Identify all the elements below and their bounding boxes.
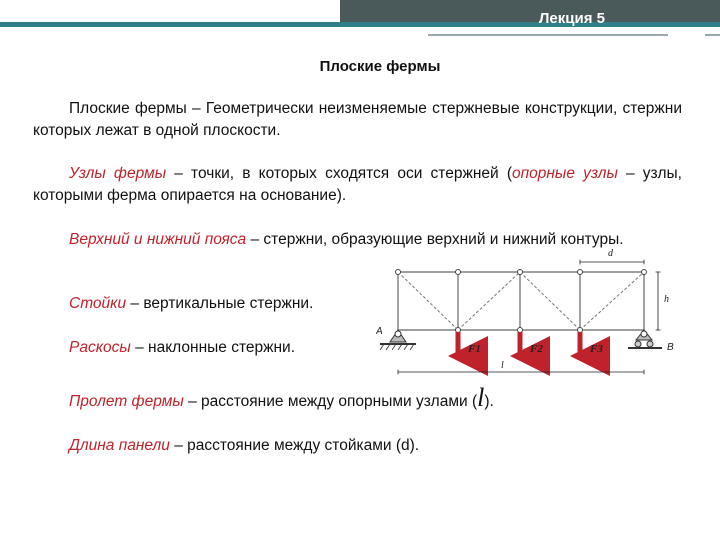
paragraph-span <box>33 383 682 413</box>
node-bottom-3 <box>518 328 523 333</box>
term-posts: Стойки <box>69 295 127 312</box>
dimension-l-label: l <box>501 360 504 371</box>
definition-text: – Геометрически неизменяемые стержневые конструкции, стержни которых лежат в одной плоскости. <box>33 100 683 139</box>
diagonals-text: – наклонные стержни. <box>130 339 296 356</box>
span-end: ). <box>484 393 494 410</box>
node-bottom-2 <box>456 328 461 333</box>
support-b-label: B <box>667 342 674 353</box>
paragraph-panel-length <box>33 435 682 457</box>
span-text: – расстояние между опорными узлами ( <box>183 393 478 410</box>
node-top-3 <box>518 270 523 275</box>
support-a-icon <box>380 330 416 350</box>
diagonal-4 <box>580 272 644 330</box>
term-truss-nodes: Узлы фермы <box>69 165 167 182</box>
chords-text: – стержни, образующие верхний и нижний контуры. <box>246 231 624 248</box>
nodes-text-a: – точки, в которых сходятся оси стержней ( <box>166 165 512 182</box>
term-chords: Верхний и нижний пояса <box>69 231 247 248</box>
header-dark-band <box>340 0 720 22</box>
force-label-3: F3 <box>590 343 603 355</box>
term-span: Пролет фермы <box>69 393 184 410</box>
paragraph-diagonals <box>33 337 373 359</box>
span-symbol: l <box>477 383 485 412</box>
header-rule-short <box>705 34 720 36</box>
header-rule <box>428 34 668 36</box>
force-label-1: F1 <box>468 343 481 355</box>
node-top-4 <box>578 270 583 275</box>
term-diagonals: Раскосы <box>69 339 131 356</box>
paragraph-definition <box>33 98 682 142</box>
support-b-icon <box>628 330 662 348</box>
header-bar <box>0 0 720 38</box>
node-top-1 <box>396 270 401 275</box>
truss-diagram <box>376 244 706 380</box>
support-a-label: A <box>376 326 383 337</box>
posts-text: – вертикальные стержни. <box>126 295 314 312</box>
paragraph-posts <box>33 293 373 315</box>
diagonal-1 <box>398 272 458 330</box>
term-panel-length: Длина панели <box>69 437 170 454</box>
term-support-nodes: опорные узлы <box>512 165 618 182</box>
node-top-5 <box>642 270 647 275</box>
slide-title: Плоские фермы <box>319 58 441 75</box>
panel-length-text: – расстояние между стойками (d). <box>169 437 420 454</box>
node-top-2 <box>456 270 461 275</box>
force-label-2: F2 <box>530 343 543 355</box>
lecture-label: Лекция 5 <box>538 10 605 27</box>
node-bottom-4 <box>578 328 583 333</box>
paragraph-nodes <box>33 163 682 207</box>
diagonal-3 <box>520 272 580 330</box>
term-plane-truss: Плоские фермы <box>69 100 187 117</box>
diagonal-2 <box>458 272 520 330</box>
dimension-h-label: h <box>664 294 669 305</box>
dimension-d-label: d <box>608 248 613 259</box>
nodes-text-b: – узлы, которыми ферма опирается на основание). <box>33 165 682 204</box>
header-accent-stripe <box>0 22 720 27</box>
